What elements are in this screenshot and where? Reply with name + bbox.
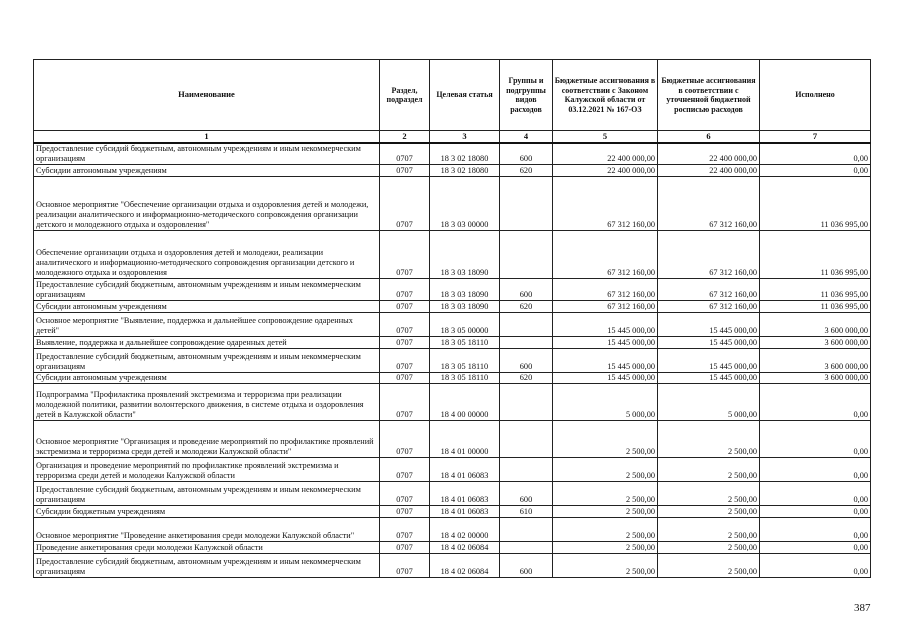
cell-group: 600 (500, 349, 553, 373)
cell-section: 0707 (380, 177, 430, 231)
column-number: 3 (430, 131, 500, 143)
cell-article: 18 3 02 18080 (430, 165, 500, 177)
cell-name: Субсидии автономным учреждениям (34, 373, 380, 384)
table-row (34, 542, 871, 554)
header-section: Раздел, подраздел (380, 60, 430, 131)
cell-section: 0707 (380, 337, 430, 349)
header-law: Бюджетные ассигнования в соответствии с Законом Калужской области от 03.12.2021 № 167-ОЗ (553, 60, 658, 131)
cell-updated: 22 400 000,00 (658, 143, 760, 165)
cell-updated: 67 312 160,00 (658, 231, 760, 279)
cell-done: 3 600 000,00 (760, 337, 871, 349)
page-number: 387 (854, 602, 871, 614)
table-row (34, 349, 871, 373)
cell-article: 18 3 02 18080 (430, 143, 500, 165)
cell-section: 0707 (380, 373, 430, 384)
cell-name: Предоставление субсидий бюджетным, автономным учреждениям и иным некоммерческим организациям (34, 482, 380, 506)
cell-law: 15 445 000,00 (553, 373, 658, 384)
cell-updated: 2 500,00 (658, 482, 760, 506)
cell-law: 2 500,00 (553, 542, 658, 554)
cell-article: 18 3 03 18090 (430, 301, 500, 313)
cell-section: 0707 (380, 143, 430, 165)
header-name: Наименование (34, 60, 380, 131)
cell-group (500, 384, 553, 421)
cell-article: 18 3 05 18110 (430, 349, 500, 373)
cell-group: 600 (500, 143, 553, 165)
cell-article: 18 4 01 06083 (430, 458, 500, 482)
cell-name: Основное мероприятие "Обеспечение организации отдыха и оздоровления детей и молодежи, реализации аналитического и информационно-методического сопровождения организации детского и молодежного отдыха и оздоровления" (34, 177, 380, 231)
cell-article: 18 3 05 00000 (430, 313, 500, 337)
budget-table (33, 59, 871, 578)
cell-name: Выявление, поддержка и дальнейшее сопровождение одаренных детей (34, 337, 380, 349)
table-row (34, 482, 871, 506)
cell-group (500, 421, 553, 458)
header-updated: Бюджетные ассигнования в соответствии с уточненной бюджетной росписью расходов (658, 60, 760, 131)
cell-group: 620 (500, 301, 553, 313)
cell-section: 0707 (380, 506, 430, 518)
cell-name: Проведение анкетирования среди молодежи Калужской области (34, 542, 380, 554)
column-number: 2 (380, 131, 430, 143)
cell-law: 2 500,00 (553, 482, 658, 506)
cell-section: 0707 (380, 231, 430, 279)
cell-done: 0,00 (760, 482, 871, 506)
table-row (34, 165, 871, 177)
cell-section: 0707 (380, 458, 430, 482)
cell-law: 22 400 000,00 (553, 165, 658, 177)
cell-name: Предоставление субсидий бюджетным, автономным учреждениям и иным некоммерческим организациям (34, 349, 380, 373)
cell-law: 15 445 000,00 (553, 313, 658, 337)
cell-name: Обеспечение организации отдыха и оздоровления детей и молодежи, реализации аналитического и информационно-методического сопровождения организации детского и молодежного отдыха и оздоровления (34, 231, 380, 279)
table-row (34, 279, 871, 301)
cell-group: 600 (500, 279, 553, 301)
cell-law: 2 500,00 (553, 506, 658, 518)
cell-updated: 2 500,00 (658, 518, 760, 542)
cell-done: 0,00 (760, 384, 871, 421)
cell-done: 0,00 (760, 421, 871, 458)
cell-done: 11 036 995,00 (760, 301, 871, 313)
cell-group: 620 (500, 165, 553, 177)
table-row (34, 337, 871, 349)
column-number: 1 (34, 131, 380, 143)
cell-group: 600 (500, 482, 553, 506)
cell-law: 5 000,00 (553, 384, 658, 421)
cell-group (500, 542, 553, 554)
cell-name: Субсидии автономным учреждениям (34, 301, 380, 313)
cell-done: 3 600 000,00 (760, 373, 871, 384)
cell-updated: 2 500,00 (658, 421, 760, 458)
cell-article: 18 3 03 18090 (430, 231, 500, 279)
cell-done: 0,00 (760, 542, 871, 554)
cell-updated: 67 312 160,00 (658, 177, 760, 231)
cell-name: Субсидии автономным учреждениям (34, 165, 380, 177)
cell-group (500, 337, 553, 349)
cell-section: 0707 (380, 518, 430, 542)
table-row (34, 518, 871, 542)
cell-law: 2 500,00 (553, 518, 658, 542)
cell-updated: 2 500,00 (658, 554, 760, 578)
cell-law: 22 400 000,00 (553, 143, 658, 165)
cell-name: Предоставление субсидий бюджетным, автономным учреждениям и иным некоммерческим организациям (34, 143, 380, 165)
cell-done: 0,00 (760, 518, 871, 542)
cell-group (500, 231, 553, 279)
table-row (34, 143, 871, 165)
cell-section: 0707 (380, 279, 430, 301)
cell-done: 0,00 (760, 143, 871, 165)
cell-group: 620 (500, 373, 553, 384)
table-row (34, 458, 871, 482)
cell-group (500, 518, 553, 542)
cell-section: 0707 (380, 482, 430, 506)
cell-done: 0,00 (760, 554, 871, 578)
cell-updated: 15 445 000,00 (658, 313, 760, 337)
header-group: Группы и подгруппы видов расходов (500, 60, 553, 131)
cell-done: 3 600 000,00 (760, 313, 871, 337)
cell-article: 18 3 03 18090 (430, 279, 500, 301)
cell-section: 0707 (380, 542, 430, 554)
cell-updated: 2 500,00 (658, 542, 760, 554)
cell-updated: 67 312 160,00 (658, 279, 760, 301)
cell-name: Подпрограмма "Профилактика проявлений экстремизма и терроризма при реализации молодежной политики, развитии волонтерского движения, в системе отдыха и оздоровления детей в Калужской области" (34, 384, 380, 421)
cell-name: Субсидии бюджетным учреждениям (34, 506, 380, 518)
table-row (34, 177, 871, 231)
table-row (34, 384, 871, 421)
cell-done: 11 036 995,00 (760, 279, 871, 301)
cell-section: 0707 (380, 165, 430, 177)
table-body (34, 143, 871, 578)
cell-name: Организация и проведение мероприятий по профилактике проявлений экстремизма и терроризма среди детей и молодежи Калужской области (34, 458, 380, 482)
cell-name: Предоставление субсидий бюджетным, автономным учреждениям и иным некоммерческим организациям (34, 279, 380, 301)
cell-law: 2 500,00 (553, 554, 658, 578)
cell-updated: 15 445 000,00 (658, 373, 760, 384)
header-article: Целевая статья (430, 60, 500, 131)
table-row (34, 301, 871, 313)
cell-article: 18 4 00 00000 (430, 384, 500, 421)
cell-article: 18 4 02 00000 (430, 518, 500, 542)
cell-done: 11 036 995,00 (760, 177, 871, 231)
cell-section: 0707 (380, 349, 430, 373)
cell-section: 0707 (380, 421, 430, 458)
header-row (34, 60, 871, 131)
cell-section: 0707 (380, 384, 430, 421)
cell-article: 18 4 02 06084 (430, 554, 500, 578)
table-row (34, 373, 871, 384)
cell-done: 0,00 (760, 458, 871, 482)
cell-article: 18 4 01 06083 (430, 482, 500, 506)
cell-updated: 67 312 160,00 (658, 301, 760, 313)
cell-section: 0707 (380, 554, 430, 578)
cell-updated: 2 500,00 (658, 506, 760, 518)
cell-section: 0707 (380, 313, 430, 337)
cell-law: 67 312 160,00 (553, 231, 658, 279)
cell-law: 67 312 160,00 (553, 177, 658, 231)
cell-updated: 15 445 000,00 (658, 349, 760, 373)
cell-article: 18 3 03 00000 (430, 177, 500, 231)
cell-updated: 5 000,00 (658, 384, 760, 421)
cell-updated: 2 500,00 (658, 458, 760, 482)
header-done: Исполнено (760, 60, 871, 131)
cell-article: 18 4 01 06083 (430, 506, 500, 518)
cell-section: 0707 (380, 301, 430, 313)
cell-law: 2 500,00 (553, 421, 658, 458)
table-row (34, 231, 871, 279)
column-number: 5 (553, 131, 658, 143)
cell-name: Предоставление субсидий бюджетным, автономным учреждениям и иным некоммерческим организациям (34, 554, 380, 578)
cell-law: 15 445 000,00 (553, 349, 658, 373)
table-row (34, 554, 871, 578)
cell-group (500, 313, 553, 337)
column-number: 4 (500, 131, 553, 143)
column-number-row (34, 131, 871, 143)
cell-name: Основное мероприятие "Проведение анкетирования среди молодежи Калужской области" (34, 518, 380, 542)
cell-group: 610 (500, 506, 553, 518)
cell-law: 15 445 000,00 (553, 337, 658, 349)
cell-group: 600 (500, 554, 553, 578)
cell-article: 18 4 02 06084 (430, 542, 500, 554)
cell-law: 67 312 160,00 (553, 279, 658, 301)
cell-law: 2 500,00 (553, 458, 658, 482)
table-row (34, 313, 871, 337)
cell-name: Основное мероприятие "Выявление, поддержка и дальнейшее сопровождение одаренных детей" (34, 313, 380, 337)
table-row (34, 506, 871, 518)
cell-updated: 15 445 000,00 (658, 337, 760, 349)
cell-law: 67 312 160,00 (553, 301, 658, 313)
cell-done: 0,00 (760, 506, 871, 518)
cell-done: 3 600 000,00 (760, 349, 871, 373)
cell-updated: 22 400 000,00 (658, 165, 760, 177)
column-number: 6 (658, 131, 760, 143)
cell-article: 18 3 05 18110 (430, 337, 500, 349)
cell-article: 18 4 01 00000 (430, 421, 500, 458)
cell-done: 0,00 (760, 165, 871, 177)
cell-group (500, 177, 553, 231)
table-row (34, 421, 871, 458)
cell-article: 18 3 05 18110 (430, 373, 500, 384)
cell-group (500, 458, 553, 482)
cell-name: Основное мероприятие "Организация и проведение мероприятий по профилактике проявлений экстремизма и терроризма среди детей и молодежи Калужской области" (34, 421, 380, 458)
cell-done: 11 036 995,00 (760, 231, 871, 279)
column-number: 7 (760, 131, 871, 143)
